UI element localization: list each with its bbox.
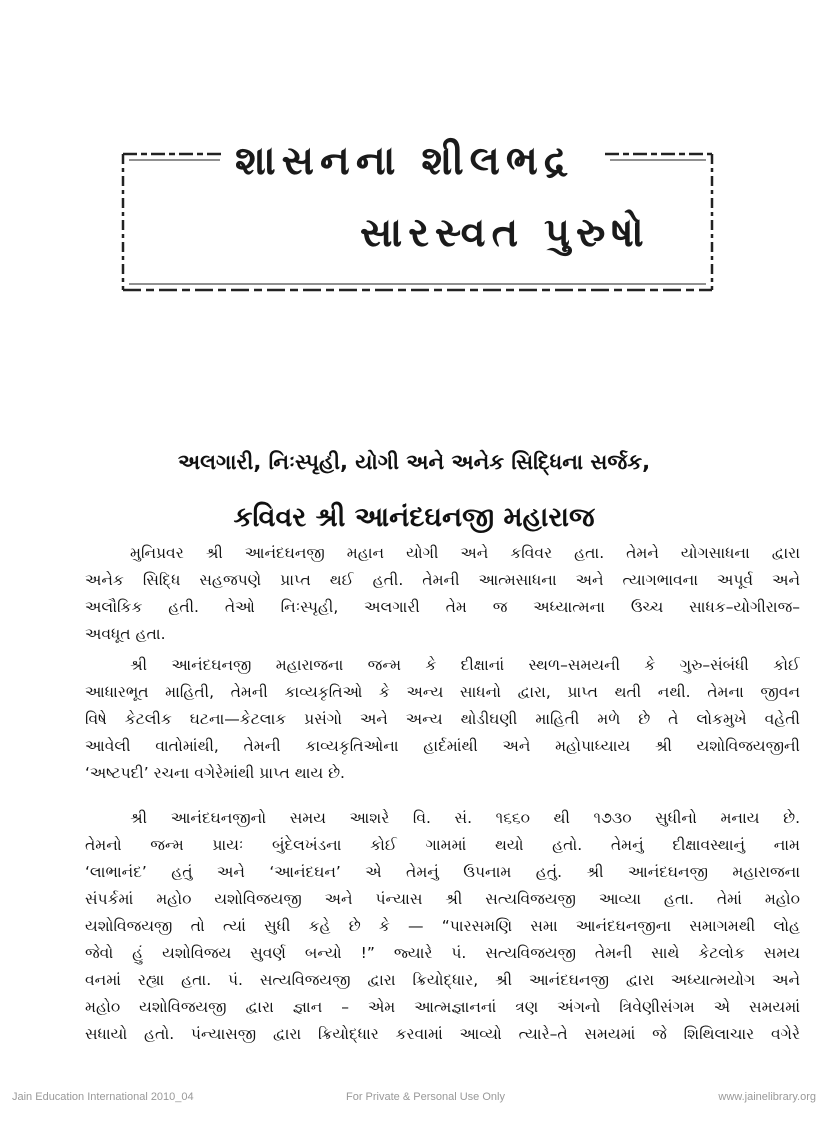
paragraph-3: [85, 805, 800, 1048]
text-line: ‘લાભાનંદ’ હતું અને ‘આનંદઘન’ એ તેમનું ઉપનામ હતું. શ્રી આનંદઘનજી મહારાજના: [85, 863, 800, 881]
banner-title-line1: શાસનના શીલભદ્ર: [235, 138, 574, 184]
text-line: જેવો હું યશોવિજય સુવર્ણ બન્યો !” જ્યારે પં. સત્યવિજયજી તેમની સાથે કેટલોક સમય: [85, 944, 800, 962]
text-line: આધારભૂત માહિતી, તેમની કાવ્યકૃતિઓ કે અન્ય સાધનો દ્વારા, પ્રાપ્ત થતી નથી. તેમના જીવન: [85, 683, 800, 701]
footer-website-link[interactable]: www.jainelibrary.org: [718, 1091, 816, 1103]
footer-usage-note: For Private & Personal Use Only: [346, 1091, 505, 1103]
text-line: અવધૂત હતા.: [85, 625, 166, 643]
article-heading: કવિવર શ્રી આનંદઘનજી મહારાજ: [233, 502, 595, 533]
text-line: શ્રી આનંદઘનજીનો સમય આશરે વિ. સં. ૧૬૬૦ થી ૧૭૩૦ સુધીનો મનાય છે.: [130, 809, 800, 827]
text-line: યશોવિજયજી તો ત્યાં સુધી કહે છે કે — “પારસમણિ સમા આનંદઘનજીના સમાગમથી લોહ: [85, 917, 800, 935]
footer-publisher: Jain Education International 2010_04: [12, 1091, 194, 1103]
text-line: તેમનો જન્મ પ્રાયઃ બુંદેલખંડના કોઈ ગામમાં થયો હતો. તેમનું દીક્ષાવસ્થાનું નામ: [85, 836, 800, 854]
text-line: શ્રી આનંદઘનજી મહારાજના જન્મ કે દીક્ષાનાં સ્થળ–સમયની કે ગુરુ–સંબંધી કોઈ: [130, 656, 800, 674]
text-line: અનેક સિદ્ધિ સહજપણે પ્રાપ્ત થઈ હતી. તેમની આત્મસાધના અને ત્યાગભાવના અપૂર્વ અને: [85, 571, 800, 589]
text-line: મહો૦ યશોવિજયજી દ્વારા જ્ઞાન – એમ આત્મજ્ઞાનનાં ત્રણ અંગનો ત્રિવેણીસંગમ એ સમયમાં: [85, 998, 800, 1016]
paragraph-1: [85, 540, 800, 648]
text-line: ‘અષ્ટપદી’ રચના વગેરેમાંથી પ્રાપ્ત થાય છે.: [85, 764, 345, 782]
banner-title-line2: સારસ્વત પુરુષો: [360, 210, 650, 256]
text-line: વિષે કેટલીક ઘટના—કેટલાક પ્રસંગો અને અન્ય થોડીઘણી માહિતી મળે છે તે લોકમુખે વહેતી: [85, 710, 800, 728]
text-line: સંપર્કમાં મહો૦ યશોવિજયજી અને પંન્યાસ શ્રી સત્યવિજયજી આવ્યા હતા. તેમાં મહો૦: [85, 890, 800, 908]
paragraph-2: [85, 652, 800, 787]
text-line: સધાયો હતો. પંન્યાસજી દ્વારા ક્રિયોદ્ધાર કરવામાં આવ્યો ત્યારે–તે સમયમાં જે શિથિલાચાર વગેરે: [85, 1025, 800, 1043]
text-line: મુનિપ્રવર શ્રી આનંદઘનજી મહાન યોગી અને કવિવર હતા. તેમને યોગસાધના દ્વારા: [130, 544, 800, 562]
text-line: વનમાં રહ્યા હતા. પં. સત્યવિજયજી દ્વારા ક્રિયોદ્ધાર, શ્રી આનંદઘનજી દ્વારા અધ્યાત્મયોગ અને: [85, 971, 800, 989]
text-line: અલૌકિક હતી. તેઓ નિઃસ્પૃહી, અલગારી તેમ જ અધ્યાત્મના ઉચ્ચ સાધક–યોગીરાજ–: [85, 598, 800, 616]
article-subtitle: અલગારી, નિઃસ્પૃહી, યોગી અને અનેક સિદ્ધિના સર્જક,: [177, 450, 651, 474]
text-line: આવેલી વાતોમાંથી, તેમની કાવ્યકૃતિઓના હાર્દમાંથી અને મહોપાધ્યાય શ્રી યશોવિજયજીની: [85, 737, 800, 755]
